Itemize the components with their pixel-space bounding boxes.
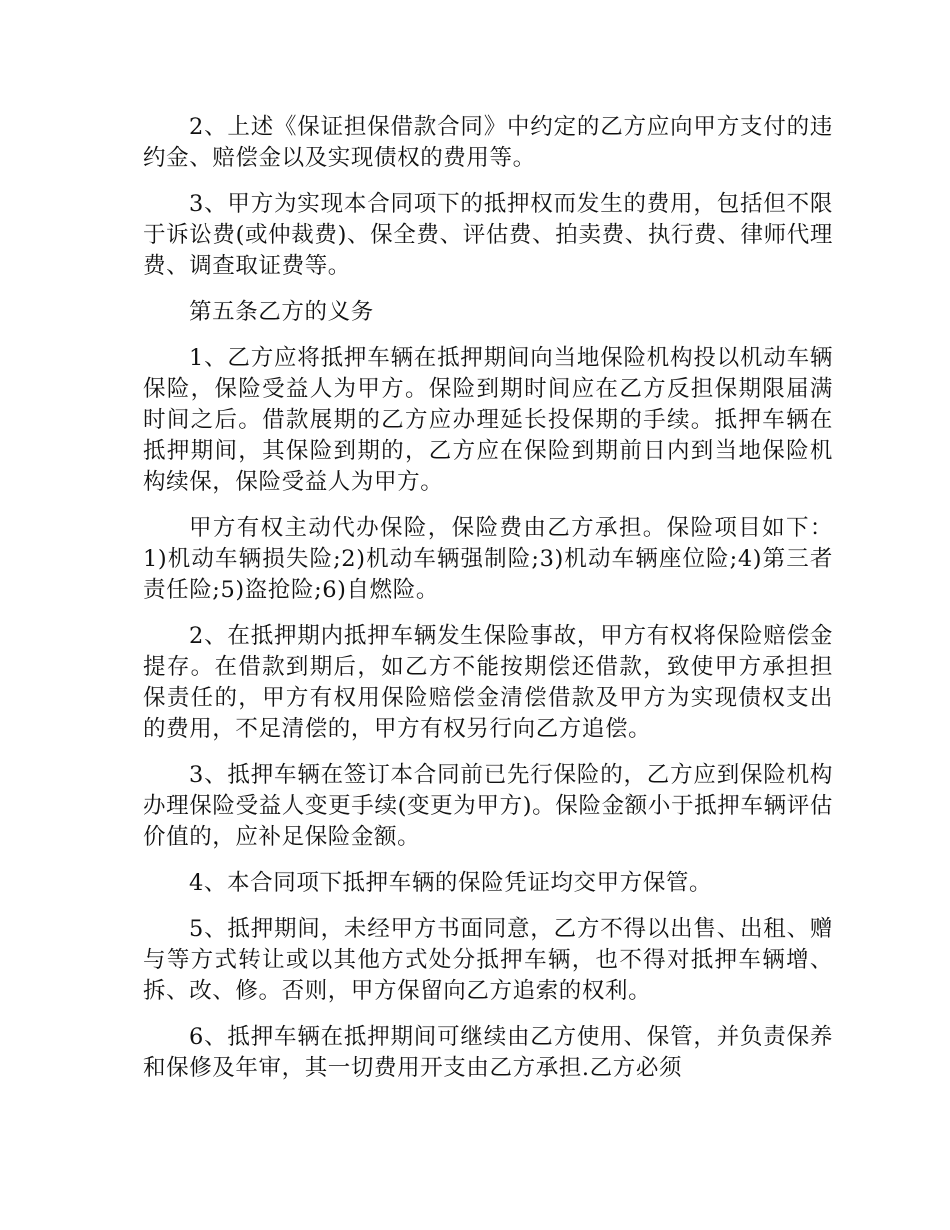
paragraph-obligation-1: 1、乙方应将抵押车辆在抵押期间向当地保险机构投以机动车辆保险，保险受益人为甲方。保险到期时间应在乙方反担保期限届满时间之后。借款展期的乙方应办理延长投保期的手续。抵押车辆在抵押期间，其保险到期的，乙方应在保险到期前日内到当地保险机构续保，保险受益人为甲方。 (143, 345, 833, 495)
paragraph-clause-3: 3、甲方为实现本合同项下的抵押权而发生的费用，包括但不限于诉讼费(或仲裁费)、保全费、评估费、拍卖费、执行费、律师代理费、调查取证费等。 (143, 191, 833, 279)
paragraph-obligation-6: 6、抵押车辆在抵押期间可继续由乙方使用、保管，并负责保养和保修及年审，其一切费用开支由乙方承担.乙方必须 (143, 1024, 833, 1081)
document-page (143, 112, 833, 1099)
section-heading-article-5: 第五条乙方的义务 (189, 299, 374, 325)
paragraph-obligation-4: 4、本合同项下抵押车辆的保险凭证均交甲方保管。 (189, 870, 713, 896)
paragraph-obligation-5: 5、抵押期间，未经甲方书面同意，乙方不得以出售、出租、赠与等方式转让或以其他方式处分抵押车辆，也不得对抵押车辆增、拆、改、修。否则，甲方保留向乙方追索的权利。 (143, 916, 833, 1004)
paragraph-insurance-items: 甲方有权主动代办保险，保险费由乙方承担。保险项目如下：1)机动车辆损失险;2)机动车辆强制险;3)机动车辆座位险;4)第三者责任险;5)盗抢险;6)自燃险。 (143, 515, 833, 603)
paragraph-obligation-2: 2、在抵押期内抵押车辆发生保险事故，甲方有权将保险赔偿金提存。在借款到期后，如乙方不能按期偿还借款，致使甲方承担担保责任的，甲方有权用保险赔偿金清偿借款及甲方为实现债权支出的费用，不足清偿的，甲方有权另行向乙方追偿。 (143, 623, 833, 742)
paragraph-obligation-3: 3、抵押车辆在签订本合同前已先行保险的，乙方应到保险机构办理保险受益人变更手续(变更为甲方)。保险金额小于抵押车辆评估价值的，应补足保险金额。 (143, 762, 833, 850)
paragraph-clause-2: 2、上述《保证担保借款合同》中约定的乙方应向甲方支付的违约金、赔偿金以及实现债权的费用等。 (143, 114, 833, 171)
